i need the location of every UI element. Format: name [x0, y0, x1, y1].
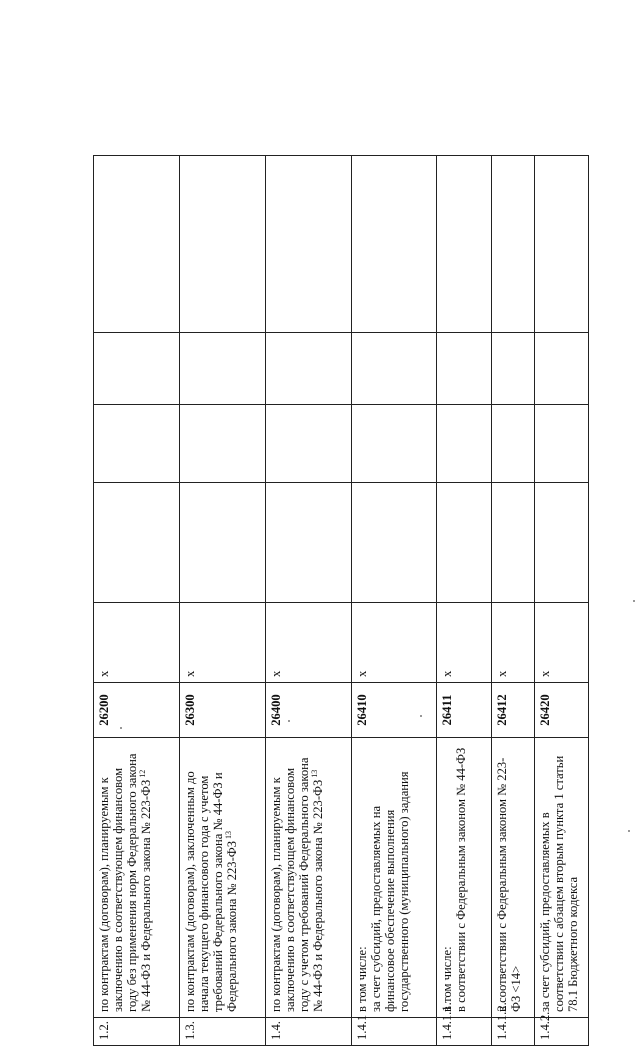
- row-description-text: по контрактам (договорам), заключенным до начала текущего финансового года с учетом требований Федерального закона № 44-ФЗ и Федерального закона № 223-ФЗ: [183, 771, 239, 1012]
- footnote-marker: 13: [309, 769, 319, 780]
- table-row: [492, 156, 535, 1046]
- empty-cell: [492, 333, 535, 405]
- row-description-text: по контрактам (договорам), планируемым к заключению в соответствующем финансовом году без применения норм Федерального закона № 44-ФЗ и Федерального закона № 223-ФЗ: [97, 753, 153, 1012]
- table-row: [437, 156, 492, 1046]
- empty-cell: [180, 483, 266, 603]
- empty-cell: [352, 156, 437, 333]
- row-x-mark: x: [492, 603, 535, 683]
- procurement-table: [93, 155, 589, 1046]
- footnote-marker: 12: [137, 769, 147, 780]
- empty-cell: [180, 156, 266, 333]
- empty-cell: [266, 483, 352, 603]
- empty-cell: [94, 405, 180, 483]
- empty-cell: [352, 405, 437, 483]
- empty-cell: [492, 405, 535, 483]
- row-description: [180, 738, 266, 1018]
- footnote-marker: 13: [223, 830, 233, 841]
- rotated-table-sheet: [93, 156, 588, 1046]
- row-description-text: в том числе: в соответствии с Федеральным законом № 44-ФЗ: [440, 747, 468, 1012]
- row-description: [492, 738, 535, 1018]
- row-number: 1.4.1: [352, 1018, 437, 1046]
- row-description: [535, 738, 589, 1018]
- row-code: 26410: [352, 683, 437, 738]
- empty-cell: [492, 156, 535, 333]
- empty-cell: [437, 405, 492, 483]
- empty-cell: [266, 333, 352, 405]
- row-description: [266, 738, 352, 1018]
- row-number: 1.2.: [94, 1018, 180, 1046]
- row-description-text: в соответствии с Федеральным законом № 223-ФЗ <14>: [495, 757, 523, 1012]
- row-description-text: в том числе: за счет субсидий, предоставляемых на финансовое обеспечение выполнения государственного (муниципального) задания: [355, 771, 411, 1012]
- row-x-mark: x: [180, 603, 266, 683]
- row-description: [437, 738, 492, 1018]
- row-code: 26412: [492, 683, 535, 738]
- empty-cell: [535, 333, 589, 405]
- row-code: 26200: [94, 683, 180, 738]
- empty-cell: [437, 156, 492, 333]
- table-row: [94, 156, 180, 1046]
- empty-cell: [94, 156, 180, 333]
- empty-cell: [180, 405, 266, 483]
- empty-cell: [535, 483, 589, 603]
- row-x-mark: x: [535, 603, 589, 683]
- row-code: 26400: [266, 683, 352, 738]
- empty-cell: [535, 405, 589, 483]
- table-row: [180, 156, 266, 1046]
- empty-cell: [437, 333, 492, 405]
- row-code: 26420: [535, 683, 589, 738]
- empty-cell: [94, 333, 180, 405]
- empty-cell: [180, 333, 266, 405]
- row-code: 26300: [180, 683, 266, 738]
- row-x-mark: x: [437, 603, 492, 683]
- row-code: 26411: [437, 683, 492, 738]
- row-x-mark: x: [266, 603, 352, 683]
- row-number: 1.3.: [180, 1018, 266, 1046]
- row-x-mark: x: [94, 603, 180, 683]
- empty-cell: [266, 405, 352, 483]
- empty-cell: [437, 483, 492, 603]
- empty-cell: [266, 156, 352, 333]
- empty-cell: [535, 156, 589, 333]
- row-description-text: за счет субсидий, предоставляемых в соответствии с абзацем вторым пункта 1 статьи 78.1 Бюджетного кодекса: [538, 755, 580, 1012]
- empty-cell: [352, 333, 437, 405]
- row-number: 1.4.2.: [535, 1018, 589, 1046]
- empty-cell: [94, 483, 180, 603]
- table-row: [266, 156, 352, 1046]
- row-description: [94, 738, 180, 1018]
- row-number: 1.4.1.2.: [492, 1018, 535, 1046]
- empty-cell: [492, 483, 535, 603]
- row-description: [352, 738, 437, 1018]
- table-row: [352, 156, 437, 1046]
- row-x-mark: x: [352, 603, 437, 683]
- row-number: 1.4.1.1.: [437, 1018, 492, 1046]
- empty-cell: [352, 483, 437, 603]
- row-number: 1.4.: [266, 1018, 352, 1046]
- table-row: [535, 156, 589, 1046]
- row-description-text: по контрактам (договорам), планируемым к заключению в соответствующем финансовом году с учетом требований Федерального закона № 44-ФЗ и Федерального закона № 223-ФЗ: [269, 757, 325, 1012]
